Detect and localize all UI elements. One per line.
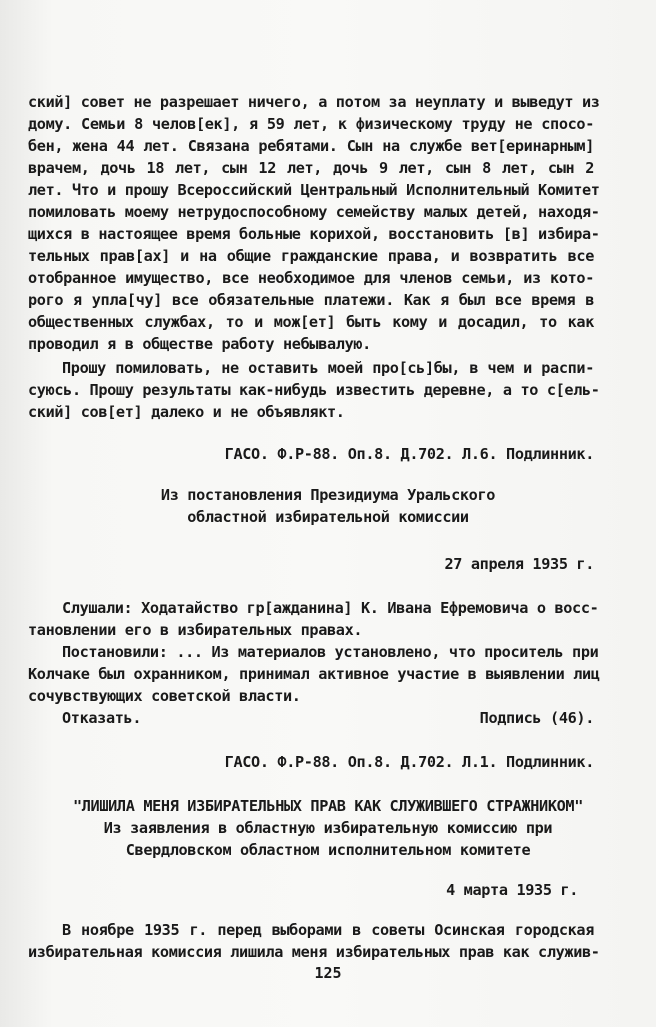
letter-line: врачем, дочь 18 лет, сын 12 лет, дочь 9 лет, сын 8 лет, сын 2 [28, 159, 594, 177]
section-heading: Из постановления Президиума Уральского [160, 486, 496, 504]
letter-line: лет. Что и прошу Всероссийский Центральный Исполнительный Комитет [28, 181, 600, 199]
statement-line: В ноябре 1935 г. перед выборами в советы Осинская городская [62, 921, 594, 939]
letter-line: ский] совет не разрешает ничего, а потом за неуплату и выведут из [28, 93, 600, 111]
archive-source: ГАСО. Ф.Р-88. Оп.8. Д.702. Л.6. Подлинник. [224, 445, 594, 463]
refuse-text: Отказать. [62, 709, 142, 727]
statement-subheading: Свердловском областном исполнительном комитете [125, 841, 531, 859]
letter-line: рого я упла[чу] все обязательные платежи. Как я был все время в [28, 291, 594, 309]
letter-line: помиловать моему нетрудоспособному семейству малых детей, находя- [28, 203, 600, 221]
letter-line: бен, жена 44 лет. Связана ребятами. Сын на службе вет[еринарным] [28, 137, 594, 155]
letter-line: тельных прав[ах] и на общие гражданские права, и возвратить все [28, 247, 594, 265]
letter-line: проводил я в обществе работу небывалую. [28, 335, 371, 353]
letter-closing-line: ский] сов[ет] далеко и не объявлякт. [28, 403, 345, 421]
letter-closing-line: суюсь. Прошу результаты как-нибудь известить деревне, а то с[ель- [28, 381, 600, 399]
decided-line: сочувствующих советской власти. [28, 687, 301, 705]
letter-line: щихся в настоящее время больные корихой, восстановить [в] избира- [28, 225, 600, 243]
decided-line: Колчаке был охранником, принимал активное участие в выявлении лиц [28, 665, 600, 683]
statement-line: избирательная комиссия лишила меня избирательных прав как служив- [28, 943, 600, 961]
document-date: 27 апреля 1935 г. [444, 555, 594, 573]
statement-subheading: Из заявления в областную избирательную комиссию при [103, 819, 553, 837]
document-date: 4 марта 1935 г. [446, 881, 578, 899]
letter-closing-line: Прошу помиловать, не оставить моей про[сь]бы, в чем и распи- [62, 359, 594, 377]
letter-line: общественных службах, то и мож[ет] быть кому и досадил, то как [28, 313, 594, 331]
archive-source: ГАСО. Ф.Р-88. Оп.8. Д.702. Л.1. Подлинник. [224, 753, 594, 771]
section-heading: областной избирательной комиссии [187, 508, 469, 526]
decided-line: Постановили: ... Из материалов установлено, что проситель при [62, 643, 599, 661]
statement-title: "ЛИШИЛА МЕНЯ ИЗБИРАТЕЛЬНЫХ ПРАВ КАК СЛУЖИВШЕГО СТРАЖНИКОМ" [72, 797, 584, 815]
page-number: 125 [314, 964, 342, 982]
heard-line: тановлении его в избирательных правах. [28, 621, 363, 639]
heard-line: Слушали: Ходатайство гр[ажданина] К. Ивана Ефремовича о восс- [62, 599, 599, 617]
letter-line: отобранное имущество, все необходимое для членов семьи, из кото- [28, 269, 594, 287]
signature-note: Подпись (46). [479, 709, 594, 727]
letter-line: дому. Семьи 8 челов[ек], я 59 лет, к физическому труду не спосо- [28, 115, 594, 133]
